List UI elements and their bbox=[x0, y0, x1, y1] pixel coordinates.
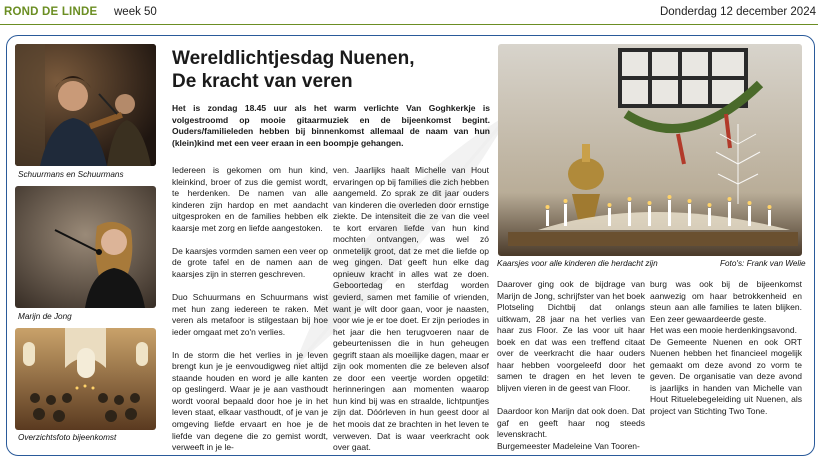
photo-overview bbox=[15, 328, 156, 430]
column-1-paragraph: De kaarsjes vormden samen een veer op de grote tafel en de namen aan de kaarsjes zijn in sterren geschreven. bbox=[172, 245, 328, 279]
masthead bbox=[0, 0, 826, 32]
column-4-paragraph: De Gemeente Nuenen en ook ORT Nuenen hebben het financieel mogelijk gemaakt om deze avond zo vorm te geven. De organisatie van deze avond is jaarlijks in handen van Michelle van Hout Rituelebegeleiding uit Nuenen, als project van Stichting Two Tone. bbox=[650, 336, 802, 417]
article-title-line1: Wereldlichtjesdag Nuenen, bbox=[172, 48, 415, 69]
photo-credit: Foto's: Frank van Welie bbox=[720, 259, 806, 268]
masthead-date: Donderdag 12 december 2024 bbox=[659, 6, 816, 18]
photo-schuurmans-image bbox=[15, 44, 156, 166]
photo-marijn bbox=[15, 186, 156, 308]
caption-photo-candles: Kaarsjes voor alle kinderen die herdacht zijn bbox=[497, 259, 658, 268]
caption-photo-marijn: Marijn de Jong bbox=[18, 312, 72, 321]
column-1-paragraph: Iedereen is gekomen om hun kind, kleinkind, broer of zus die gemist wordt, te herdenken. De namen van alle kinderen zijn hardop en met aandacht uitgesproken en de families hebben elk kaarsje met zorg en liefde aangestoken. bbox=[172, 165, 328, 233]
masthead-brand: ROND DE LINDE bbox=[4, 6, 98, 18]
masthead-rule bbox=[0, 24, 818, 25]
column-3-paragraph: Burgemeester Madeleine Van Tooren- bbox=[497, 440, 640, 451]
article-column-1 bbox=[172, 165, 328, 454]
column-1-paragraph: Duo Schuurmans en Schuurmans wist met hun zang iedereen te raken. Met veren als metafoor is stilgestaan bij hoe ieder omgaat met zo'n verlies. bbox=[172, 292, 328, 337]
photo-overview-image bbox=[15, 328, 156, 430]
article-lead: Het is zondag 18.45 uur als het warm verlichte Van Goghkerkje is volgestroomd op mooie gitaarmuziek en de bijeenkomst begint. Ouders/familieleden hebben bij binnenkomst allemaal de naam van hun (klein)kind met een veer eraan in een boompje gehangen. bbox=[172, 103, 490, 148]
caption-photo-schuurmans: Schuurmans en Schuurmans bbox=[18, 170, 124, 179]
article-column-2 bbox=[333, 165, 489, 454]
article-column-4 bbox=[650, 279, 802, 418]
column-1-paragraph: In de storm die het verlies in je leven brengt kun je je eenvoudigweg niet altijd staande houden en word je alle kanten op geslingerd. Waar je je aan vasthoudt wordt vooral bepaald door hoe je in het leven staat, elkaar vasthoudt, of je van je omgeving liefde ervaart en hoe je de liefde van degene die zo gemist wordt, verweeft in je le- bbox=[172, 349, 328, 453]
column-3-paragraph: Daardoor kon Marijn dat ook doen. Dat gaf en geeft haar nog steeds levenskracht. bbox=[497, 406, 645, 440]
column-3-paragraph: Daarover ging ook de bijdrage van Marijn de Jong, schrijfster van het boek Plotseling Dichtbij dat onlangs uitkwam, 28 jaar na het verlies van haar zus Floor. Ze las voor uit haar boek en dat was een treffend citaat over de veerkracht die haar ouders haar hebben voorgeleefd door het samen te dragen en het leven te blijven vieren in de geest van Floor. bbox=[497, 279, 645, 393]
article-title bbox=[172, 47, 492, 93]
photo-candles bbox=[498, 44, 802, 256]
column-4-paragraph: Het was een mooie herdenkingsavond. bbox=[650, 325, 797, 336]
masthead-week: week 50 bbox=[114, 6, 157, 18]
article-column-3 bbox=[497, 279, 645, 452]
column-2-paragraph: ven. Jaarlijks haalt Michelle van Hout ervaringen op bij families die zich hebben aangemeld. Zo sprak ze dit jaar ouders van kinderen die overleden door ernstige ziekte. De intensiteit die ze van die veel te kort ervaren liefde van hun kind mochten ontvangen, was wel zó onmetelijk groot, dat ze met die liefde op weg gingen. Dat geeft hun elke dag opnieuw kracht in alles wat ze doen. Geboortedag en sterfdag worden gevierd, samen met familie of vrienden, want je wilt door gaan, voor je naasten, voor wie je er toe doet. Er zijn periodes in het jaar die hen terugvoeren naar de gebeurtenissen die in hun geheugen gegrift staan als moeilijke dagen, maar er zijn ook momenten die ze beleven alsof ze door een veertje worden opgetild: herinneringen aan momenten waarop hun kind bij was en straalde, lichtpuntjes zijn dat. Dóórleven in hun geest door al het moois dat ze brachten in het leven te verweven. Dat is waar veerkracht ook over gaat. bbox=[333, 165, 489, 453]
photo-schuurmans bbox=[15, 44, 156, 166]
photo-marijn-image bbox=[15, 186, 156, 308]
article-title-line2: De kracht van veren bbox=[172, 71, 353, 92]
caption-photo-overview: Overzichtsfoto bijeenkomst bbox=[18, 433, 117, 442]
photo-candles-image bbox=[498, 44, 802, 256]
column-4-paragraph: burg was ook bij de bijeenkomst aanwezig om haar betrokkenheid en steun aan alle families te laten blijken. Een zeer gewaardeerde geste. bbox=[650, 279, 802, 324]
